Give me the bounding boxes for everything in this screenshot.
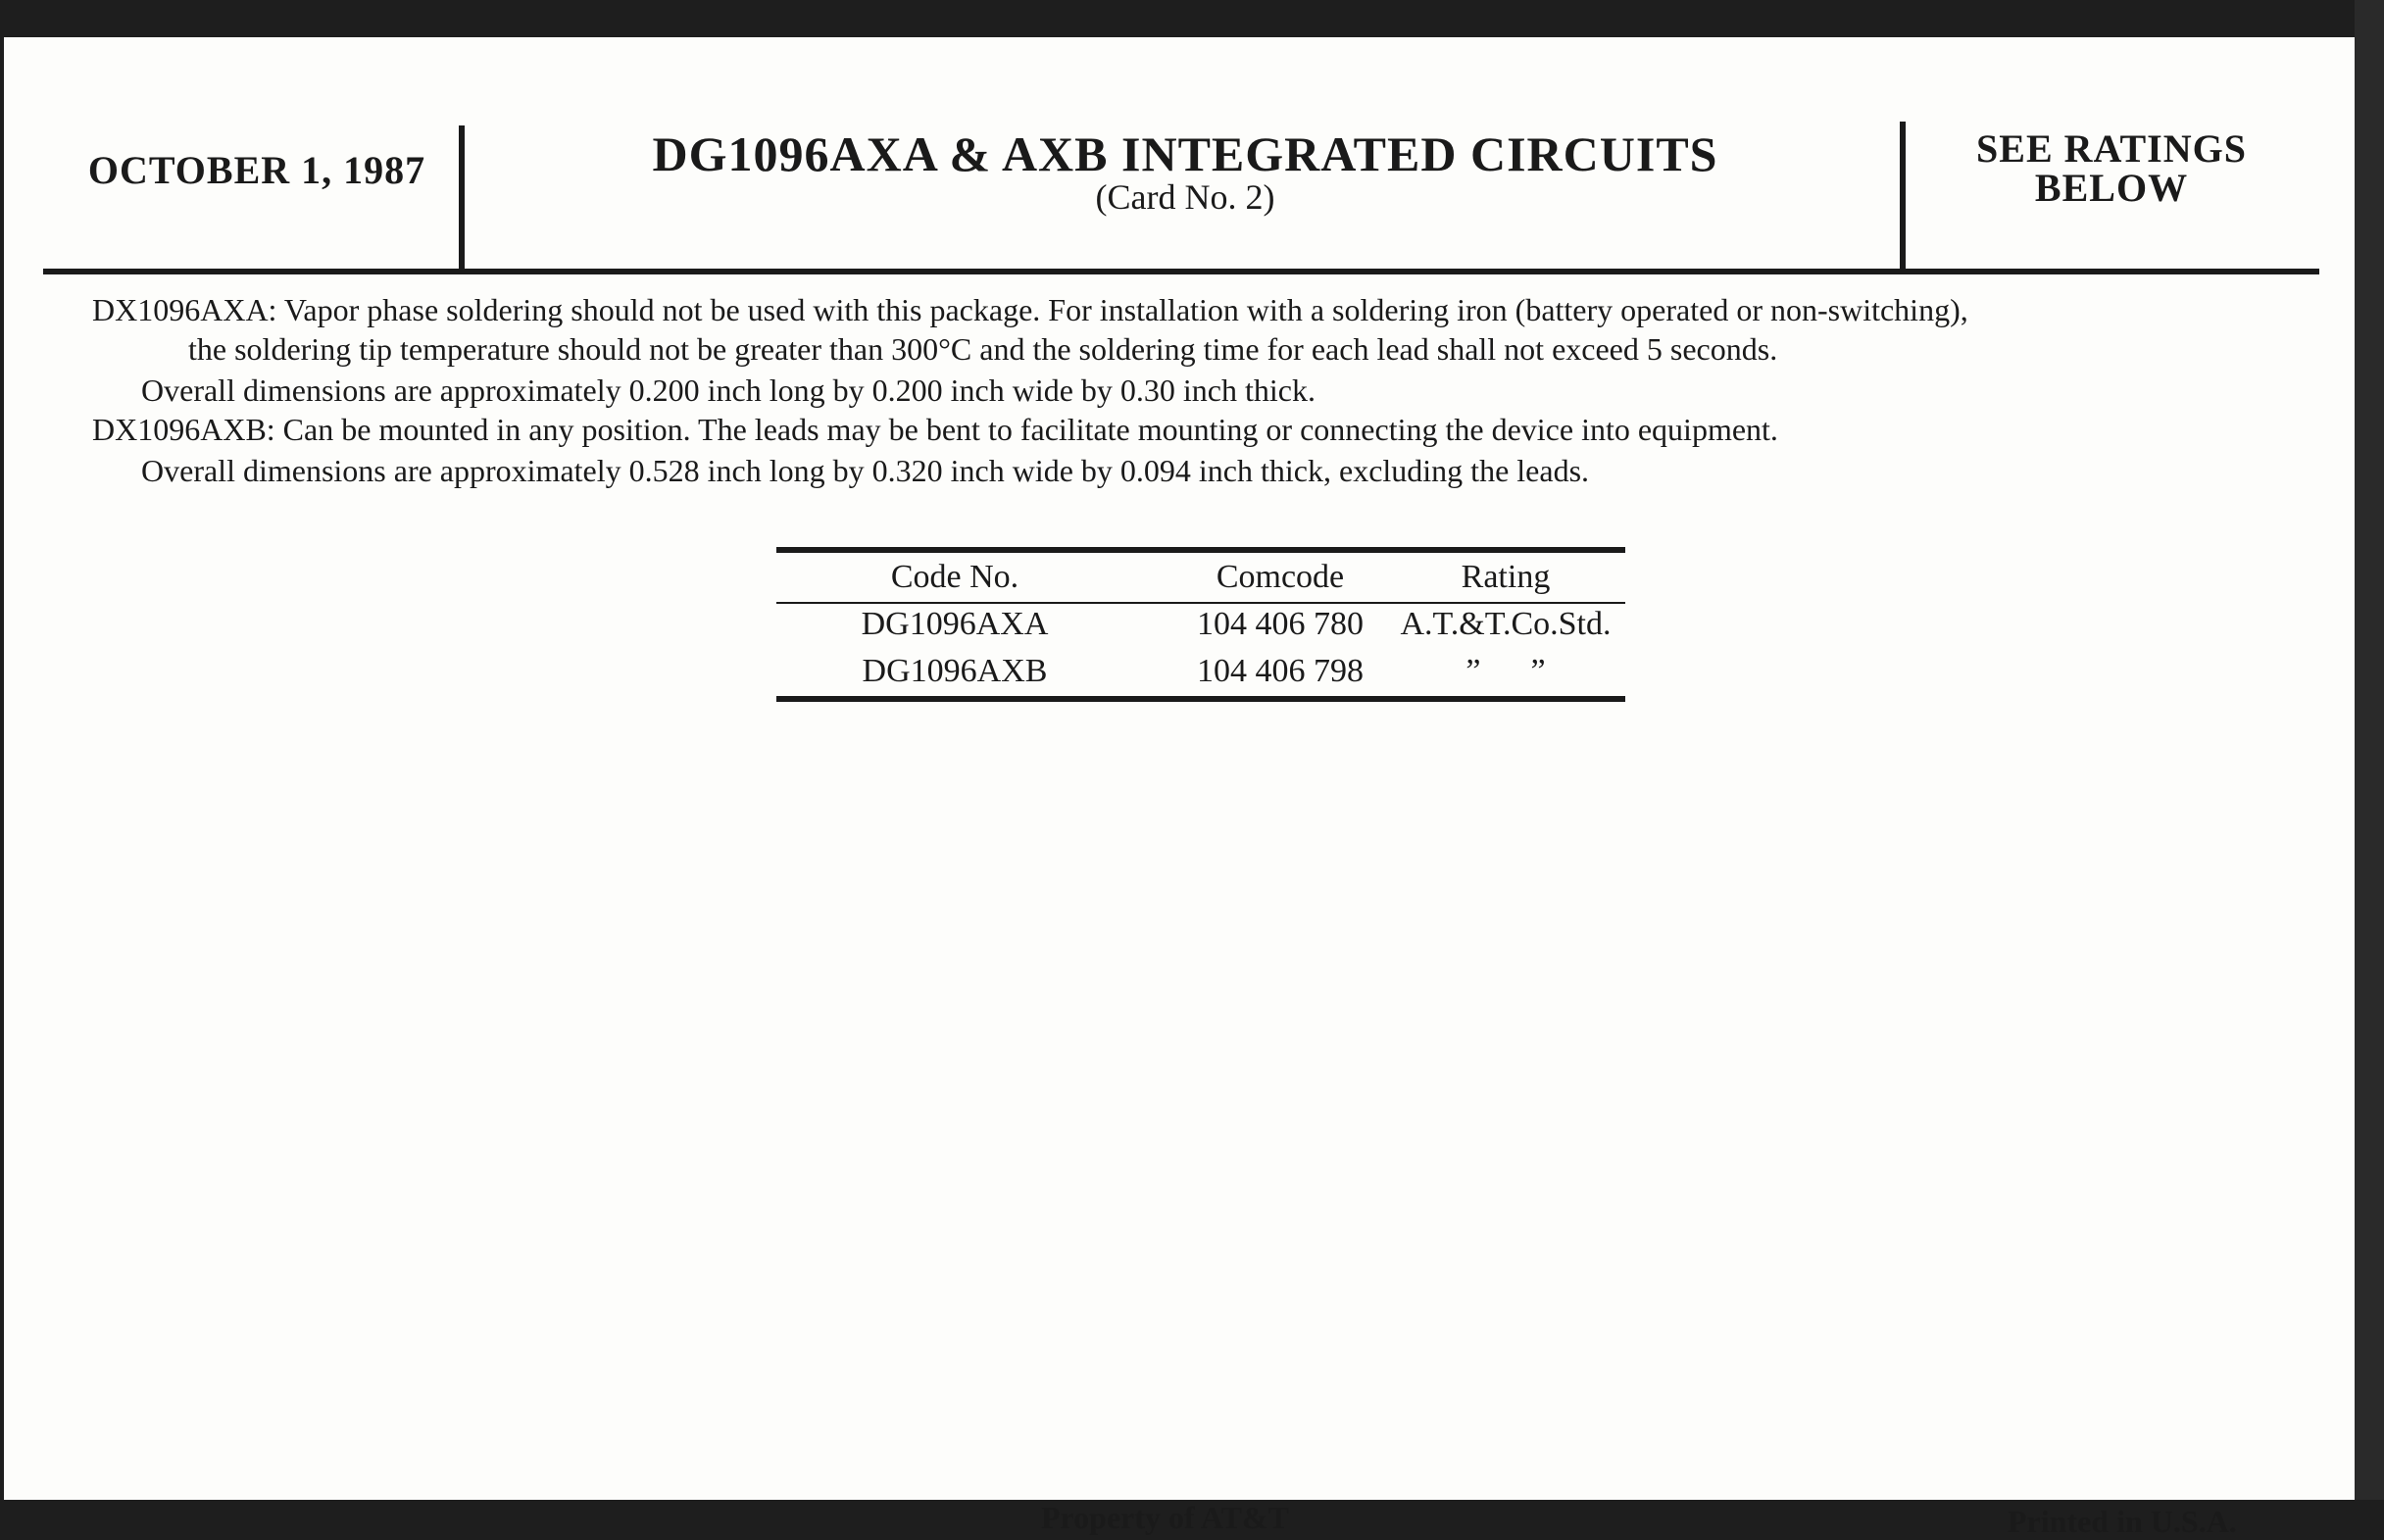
- document-title: DG1096AXA & AXB INTEGRATED CIRCUITS: [652, 126, 1718, 181]
- paragraph-axa-soldering: DX1096AXA: Vapor phase soldering should not be used with this package. For installation with a soldering iron (battery operated or non-switching),: [92, 292, 1968, 327]
- paragraph-axb-dimensions: Overall dimensions are approximately 0.528 inch long by 0.320 inch wide by 0.094 inch thick, excluding the leads.: [141, 453, 1590, 488]
- table-rule-top: [776, 547, 1625, 553]
- issue-date: OCTOBER 1, 1987: [87, 148, 426, 192]
- table-cell: DG1096AXA: [861, 606, 1049, 642]
- table-rule-bottom: [776, 696, 1625, 702]
- table-cell: ” ”: [1465, 653, 1546, 689]
- table-cell: DG1096AXB: [862, 653, 1048, 689]
- table-cell: 104 406 780: [1197, 606, 1364, 642]
- card-number: (Card No. 2): [1095, 177, 1275, 217]
- footer-property: Property of AT&T: [1041, 1500, 1289, 1535]
- scan-border: [2355, 0, 2384, 1500]
- table-rule-mid: [776, 602, 1625, 604]
- ratings-note: [1915, 126, 2308, 210]
- table-header-comcode: Comcode: [1216, 559, 1345, 595]
- ratings-note-line2: BELOW: [2034, 166, 2189, 210]
- table-header-code: Code No.: [890, 559, 1019, 595]
- paragraph-axb-mounting: DX1096AXB: Can be mounted in any position. The leads may be bent to facilitate mounting or connecting the device into equipment.: [92, 412, 1778, 447]
- paragraph-axa-dimensions: Overall dimensions are approximately 0.200 inch long by 0.200 inch wide by 0.30 inch thick.: [141, 373, 1316, 408]
- paragraph-axa-soldering-cont: the soldering tip temperature should not be greater than 300°C and the soldering time for each lead shall not exceed 5 seconds.: [188, 331, 1778, 367]
- header-divider-right: [1900, 122, 1906, 273]
- table-header-rating: Rating: [1461, 559, 1551, 595]
- table-cell: A.T.&T.Co.Std.: [1400, 606, 1612, 642]
- ratings-note-line1: SEE RATINGS: [1976, 126, 2247, 171]
- footer-printed: Printed in U.S.A.: [2008, 1504, 2237, 1539]
- document-card: [4, 37, 2355, 1539]
- header-rule: [43, 269, 2319, 274]
- table-cell: 104 406 798: [1197, 653, 1364, 689]
